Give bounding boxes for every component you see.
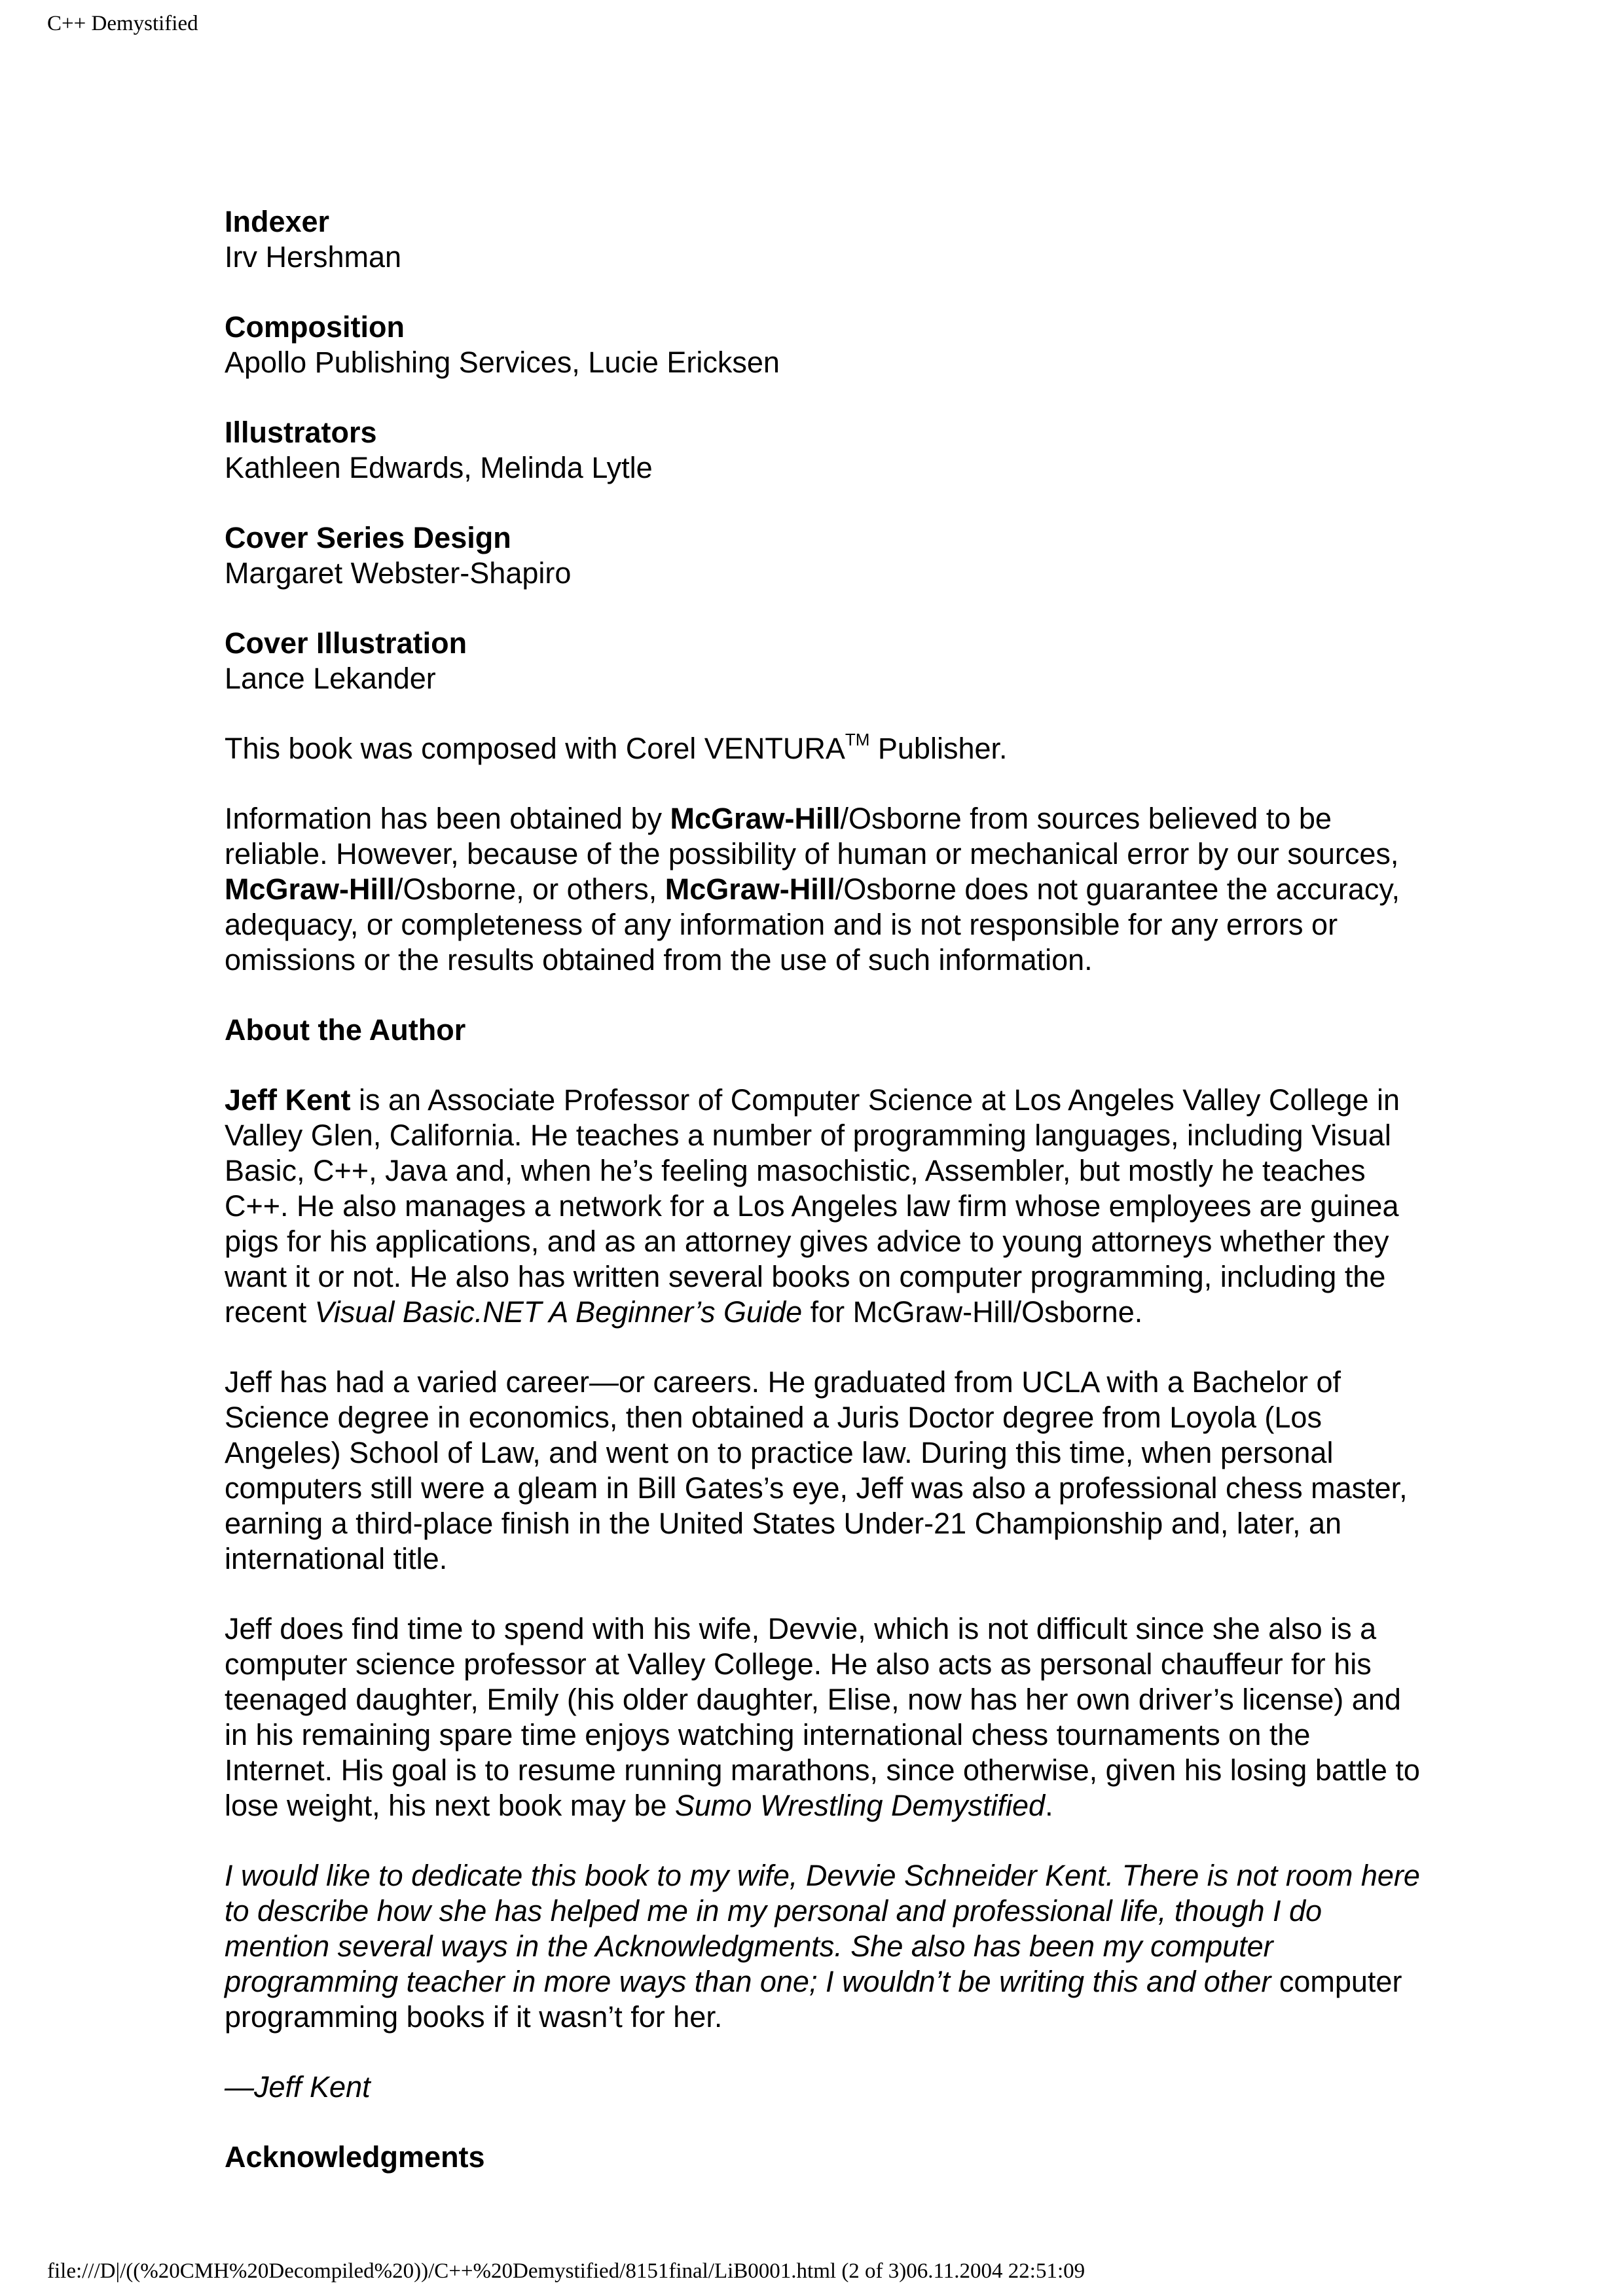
- credit-indexer: [225, 204, 1423, 275]
- disclaimer-text: /Osborne does not guarantee the accuracy, adequacy, or completeness of any information and is not responsible for any errors or omissions or the results obtained from the use of such information.: [225, 872, 1400, 977]
- credit-label: Indexer: [225, 205, 330, 238]
- credit-cover-illustration: [225, 626, 1423, 696]
- composed-text: This book was composed with Corel VENTURA: [225, 732, 845, 765]
- credit-value: Kathleen Edwards, Melinda Lytle: [225, 451, 653, 484]
- page-header: C++ Demystified: [47, 12, 198, 35]
- composed-note: [225, 731, 1423, 766]
- author-family-paragraph: [225, 1611, 1423, 1823]
- book-title: Sumo Wrestling Demystified: [674, 1789, 1046, 1822]
- page-footer: file:///D|/((%20CMH%20Decompiled%20))/C++%20Demystified/8151final/LiB0001.html (2 of 3)06.11.2004 22:51:09: [47, 2259, 1085, 2283]
- disclaimer-text: /Osborne from sources believed to be reliable. However, because of the possibility of human or mechanical error by our sources,: [225, 802, 1399, 870]
- credit-label: Cover Series Design: [225, 521, 511, 554]
- composed-text-end: Publisher.: [869, 732, 1008, 765]
- publisher-name: McGraw-Hill: [670, 802, 841, 835]
- dedication-text: I would like to dedicate this book to my wife, Devvie Schneider Kent. There is not room here to describe how she has helped me in my personal and professional life, though I do mention several ways in the Acknowledgments. She also has been my computer programming teacher in more ways than one; I wouldn’t be writing this and other: [225, 1859, 1420, 1998]
- family-text: Jeff does find time to spend with his wife, Devvie, which is not difficult since she also is a computer science professor at Valley College. He also acts as personal chauffeur for his teenaged daughter, Emily (his older daughter, Elise, now has her own driver’s license) and in his remaining spare time enjoys watching international chess tournaments on the Internet. His goal is to resume running marathons, since otherwise, given his losing battle to lose weight, his next book may be: [225, 1612, 1420, 1822]
- trademark-mark: TM: [845, 730, 870, 749]
- author-name: Jeff Kent: [225, 1083, 351, 1117]
- family-text-end: .: [1045, 1789, 1053, 1822]
- acknowledgments-heading: Acknowledgments: [225, 2140, 485, 2174]
- credit-value: Irv Hershman: [225, 240, 402, 274]
- about-author-heading: About the Author: [225, 1013, 466, 1047]
- bio-text-end: for McGraw-Hill/Osborne.: [802, 1295, 1143, 1329]
- credit-composition: [225, 310, 1423, 380]
- author-career-paragraph: Jeff has had a varied career—or careers. He graduated from UCLA with a Bachelor of Science degree in economics, then obtained a Juris Doctor degree from Loyola (Los Angeles) School of Law, and went on to practice law. During this time, when personal computers still were a gleam in Bill Gates’s eye, Jeff was also a professional chess master, earning a third-place finish in the United States Under-21 Championship and, later, an international title.: [225, 1365, 1408, 1575]
- credit-value: Apollo Publishing Services, Lucie Ericksen: [225, 346, 780, 379]
- page-content: [225, 204, 1423, 2210]
- credit-cover-series-design: [225, 520, 1423, 591]
- credit-value: Lance Lekander: [225, 662, 436, 695]
- dedication-paragraph: [225, 1858, 1423, 2035]
- publisher-name: McGraw-Hill: [225, 872, 395, 906]
- credit-label: Composition: [225, 310, 405, 344]
- credit-label: Cover Illustration: [225, 626, 467, 660]
- author-bio-paragraph: [225, 1083, 1423, 1330]
- credit-value: Margaret Webster-Shapiro: [225, 556, 572, 590]
- disclaimer-paragraph: [225, 801, 1423, 978]
- signature-text: —Jeff Kent: [225, 2070, 371, 2104]
- book-title: Visual Basic.NET A Beginner’s Guide: [314, 1295, 803, 1329]
- publisher-name: McGraw-Hill: [665, 872, 835, 906]
- bio-text: is an Associate Professor of Computer Science at Los Angeles Valley College in Valley Glen, California. He teaches a number of programming languages, including Visual Basic, C++, Java and, when he’s feeling masochistic, Assembler, but mostly he teaches C++. He also manages a network for a Los Angeles law firm whose employees are guinea pigs for his applications, and as an attorney gives advice to young attorneys whether they want it or not. He also has written several books on computer programming, including the recent: [225, 1083, 1400, 1329]
- credit-label: Illustrators: [225, 416, 377, 449]
- dedication-signature: [225, 2070, 1423, 2105]
- credit-illustrators: [225, 415, 1423, 486]
- disclaimer-text: Information has been obtained by: [225, 802, 670, 835]
- dedication-text-end: computer programming books if it wasn’t for her.: [225, 1965, 1402, 2034]
- disclaimer-text: /Osborne, or others,: [395, 872, 665, 906]
